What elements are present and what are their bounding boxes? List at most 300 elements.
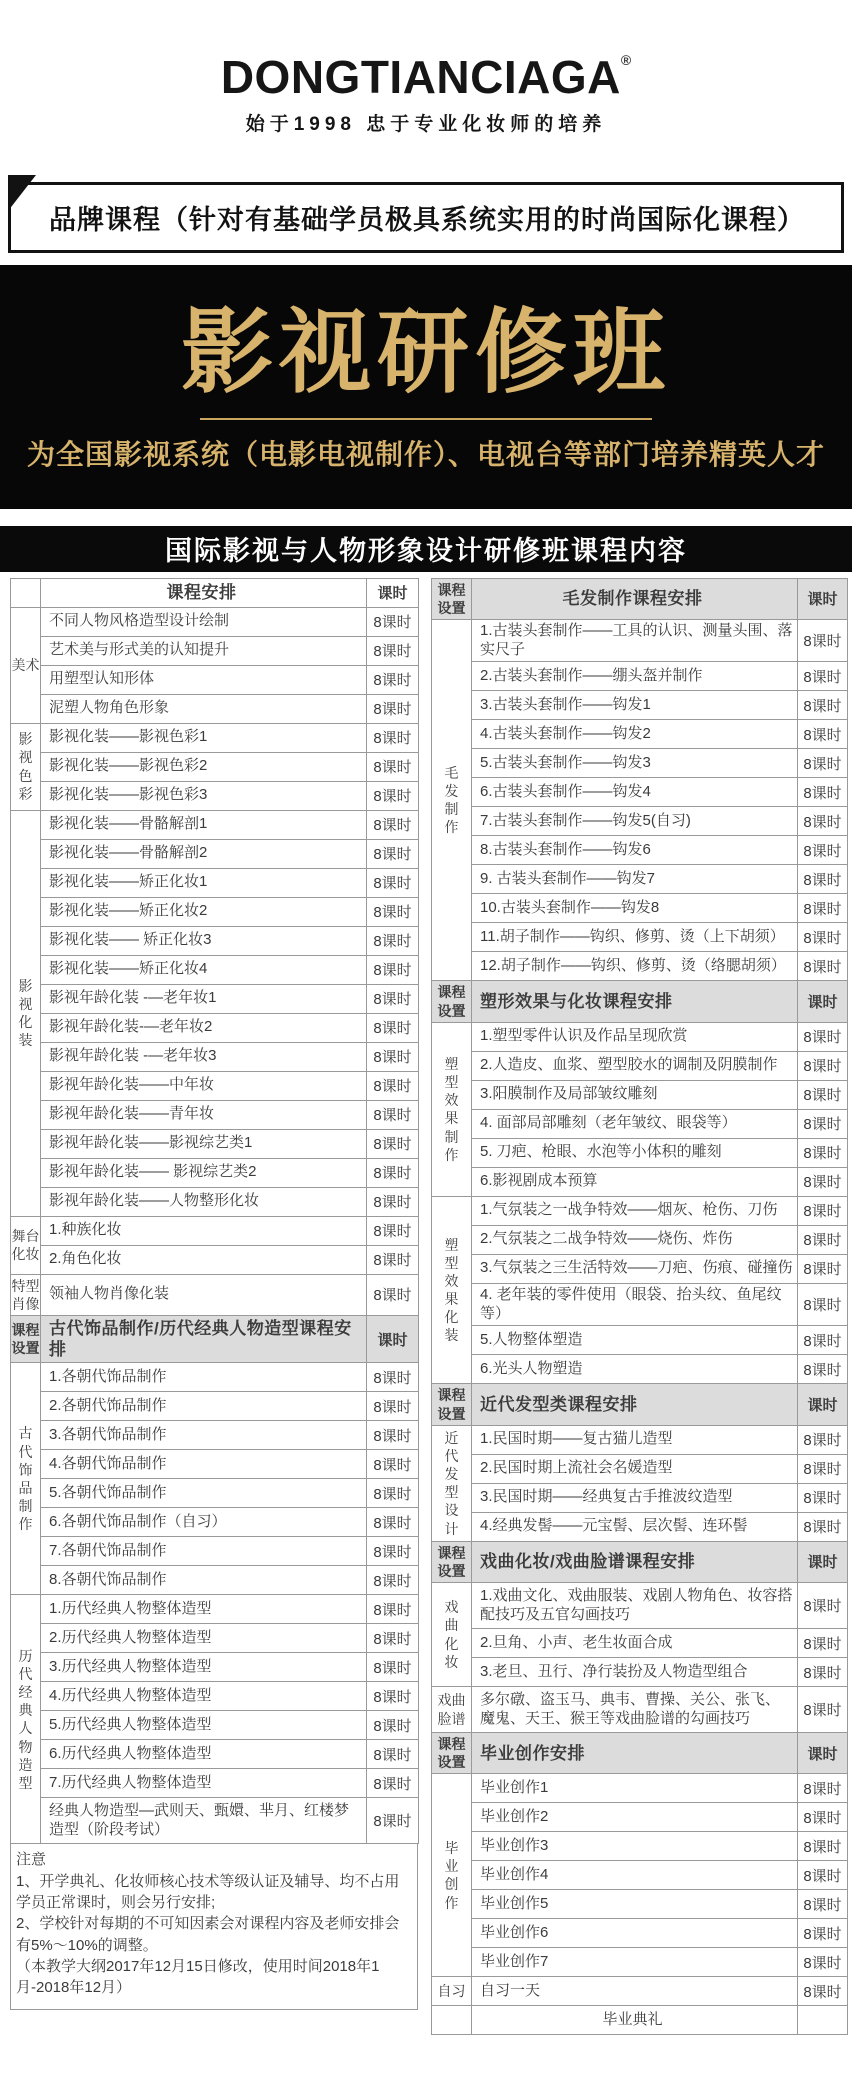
course-cell: 戏曲化妆/戏曲脸谱课程安排 [472, 1541, 798, 1582]
table-row [432, 952, 848, 981]
table-header-row [432, 981, 848, 1022]
note-line-2: 2、学校针对每期的不可知因素会对课程内容及老师安排会有5%～10%的调整。 [16, 1915, 400, 1954]
table-row [11, 1682, 419, 1711]
hours-cell: 8课时 [798, 691, 848, 720]
hours-cell: 8课时 [367, 984, 419, 1013]
category-cell [432, 2006, 472, 2035]
note-line-1: 1、开学典礼、化妆师核心技术等级认证及辅导、均不占用学员正常课时，则会另行安排; [16, 1872, 400, 1912]
category-cell: 毛 发 制 作 [432, 619, 472, 981]
course-cell: 3.气氛装之三生活特效——刀疤、伤痕、碰撞伤 [472, 1254, 798, 1283]
course-cell: 影视年龄化装—— 影视综艺类2 [41, 1158, 367, 1187]
table-row [432, 778, 848, 807]
course-cell: 1.民国时期——复古猫儿造型 [472, 1425, 798, 1454]
course-cell: 用塑型认知形体 [41, 665, 367, 694]
course-cell: 毕业创作安排 [472, 1733, 798, 1774]
course-cell: 2.各朝代饰品制作 [41, 1392, 367, 1421]
course-cell: 2.民国时期上流社会名媛造型 [472, 1454, 798, 1483]
hours-cell: 8课时 [798, 1326, 848, 1355]
table-header-row [432, 1733, 848, 1774]
hours-cell: 8课时 [367, 1274, 419, 1315]
course-cell: 多尔礅、盗玉马、典韦、曹操、关公、张飞、魔鬼、天王、猴王等戏曲脸谱的勾画技巧 [472, 1687, 798, 1733]
category-cell: 舞台 化妆 [11, 1216, 41, 1274]
table-row [11, 1187, 419, 1216]
table-row [11, 1711, 419, 1740]
hours-cell: 8课时 [798, 1138, 848, 1167]
course-cell: 8.古装头套制作——钩发6 [472, 836, 798, 865]
table-row [11, 1595, 419, 1624]
category-cell: 塑 型 效 果 制 作 [432, 1022, 472, 1196]
category-cell: 课程 设置 [432, 1733, 472, 1774]
table-row [11, 1624, 419, 1653]
table-row [11, 752, 419, 781]
hero-title: 影视研修班 [180, 302, 671, 404]
hours-cell: 8课时 [798, 1080, 848, 1109]
table-row [11, 1071, 419, 1100]
table-row [432, 1658, 848, 1687]
hours-cell: 8课时 [367, 1071, 419, 1100]
course-cell: 影视化装——矫正化妆1 [41, 868, 367, 897]
table-row [11, 1216, 419, 1245]
category-cell: 自习 [432, 1977, 472, 2006]
table-row [432, 1583, 848, 1629]
course-cell: 1.历代经典人物整体造型 [41, 1595, 367, 1624]
category-cell: 古 代 饰 品 制 作 [11, 1363, 41, 1595]
course-cell: 5.各朝代饰品制作 [41, 1479, 367, 1508]
course-cell: 4. 面部局部雕刻（老年皱纹、眼袋等） [472, 1109, 798, 1138]
hours-cell: 8课时 [367, 1769, 419, 1798]
hours-cell: 8课时 [367, 955, 419, 984]
course-tables [0, 572, 852, 2036]
hours-cell: 课时 [367, 578, 419, 607]
table-row [432, 1948, 848, 1977]
table-row [432, 1919, 848, 1948]
table-row [432, 1629, 848, 1658]
course-cell: 4.各朝代饰品制作 [41, 1450, 367, 1479]
hours-cell: 8课时 [367, 1798, 419, 1844]
course-cell: 影视年龄化装——人物整形化妆 [41, 1187, 367, 1216]
table-row [11, 1158, 419, 1187]
table-row [11, 984, 419, 1013]
hours-cell: 8课时 [798, 1861, 848, 1890]
course-cell: 毕业创作6 [472, 1919, 798, 1948]
course-cell: 3.民国时期——经典复古手推波纹造型 [472, 1483, 798, 1512]
table-row [11, 897, 419, 926]
course-cell: 影视化装——矫正化妆2 [41, 897, 367, 926]
table-row [432, 691, 848, 720]
table-row [11, 1363, 419, 1392]
table-row [11, 1245, 419, 1274]
course-cell: 自习一天 [472, 1977, 798, 2006]
course-cell: 毕业创作2 [472, 1803, 798, 1832]
table-row [11, 1013, 419, 1042]
category-cell: 影 视 化 装 [11, 810, 41, 1216]
table-row [432, 923, 848, 952]
table-row [11, 723, 419, 752]
hours-cell: 8课时 [798, 1890, 848, 1919]
hours-cell: 8课时 [367, 1566, 419, 1595]
hours-cell: 8课时 [798, 720, 848, 749]
hours-cell: 8课时 [367, 665, 419, 694]
hours-cell: 8课时 [798, 749, 848, 778]
table-header-row [432, 578, 848, 619]
hours-cell: 8课时 [367, 868, 419, 897]
hours-cell: 8课时 [798, 1948, 848, 1977]
hours-cell: 8课时 [798, 1512, 848, 1541]
hours-cell: 8课时 [798, 1425, 848, 1454]
course-cell: 影视年龄化装——中年妆 [41, 1071, 367, 1100]
course-cell: 2.旦角、小声、老生妆面合成 [472, 1629, 798, 1658]
hours-cell: 8课时 [367, 1158, 419, 1187]
hours-cell: 8课时 [367, 694, 419, 723]
course-cell: 10.古装头套制作——钩发8 [472, 894, 798, 923]
category-cell: 课程 设置 [432, 981, 472, 1022]
course-cell: 7.历代经典人物整体造型 [41, 1769, 367, 1798]
hours-cell: 课时 [798, 1733, 848, 1774]
table-row [11, 1274, 419, 1315]
table-row [11, 1100, 419, 1129]
category-cell: 戏曲 脸谱 [432, 1687, 472, 1733]
hours-cell: 8课时 [367, 1653, 419, 1682]
table-row [432, 2006, 848, 2035]
table-row [11, 926, 419, 955]
category-cell: 特型 肖像 [11, 1274, 41, 1315]
hours-cell: 8课时 [798, 1355, 848, 1384]
table-row [11, 1769, 419, 1798]
registered-mark: ® [620, 52, 632, 68]
hours-cell: 8课时 [798, 1483, 848, 1512]
course-cell: 5.人物整体塑造 [472, 1326, 798, 1355]
course-cell: 4. 老年装的零件使用（眼袋、抬头纹、鱼尾纹等） [472, 1283, 798, 1326]
corner-triangle-decoration [8, 175, 36, 211]
category-cell: 课程 设置 [432, 578, 472, 619]
table-row [432, 749, 848, 778]
hours-cell: 8课时 [367, 723, 419, 752]
hours-cell: 8课时 [798, 865, 848, 894]
bottom-whitespace [0, 2035, 852, 2093]
hours-cell: 8课时 [367, 1624, 419, 1653]
course-cell: 毕业创作5 [472, 1890, 798, 1919]
hours-cell: 8课时 [367, 1013, 419, 1042]
hours-cell: 8课时 [367, 1363, 419, 1392]
course-cell: 2.历代经典人物整体造型 [41, 1624, 367, 1653]
table-row [432, 1283, 848, 1326]
table-row [432, 619, 848, 662]
table-row [11, 839, 419, 868]
right-course-table [431, 578, 848, 2036]
table-row [432, 1977, 848, 2006]
category-cell: 塑 型 效 果 化 装 [432, 1196, 472, 1384]
course-cell: 泥塑人物角色形象 [41, 694, 367, 723]
table-row [432, 1355, 848, 1384]
table-header-row [11, 1315, 419, 1363]
hours-cell [798, 2006, 848, 2035]
course-cell: 影视化装——影视色彩2 [41, 752, 367, 781]
hours-cell: 8课时 [798, 1051, 848, 1080]
hours-cell: 课时 [798, 981, 848, 1022]
hours-cell: 8课时 [367, 607, 419, 636]
category-cell: 毕 业 创 作 [432, 1774, 472, 1977]
hours-cell: 8课时 [367, 1421, 419, 1450]
hours-cell: 8课时 [367, 810, 419, 839]
course-cell: 影视年龄化装——影视综艺类1 [41, 1129, 367, 1158]
category-cell: 戏 曲 化 妆 [432, 1583, 472, 1687]
course-cell: 艺术美与形式美的认知提升 [41, 636, 367, 665]
hours-cell: 8课时 [798, 1196, 848, 1225]
hours-cell: 8课时 [798, 894, 848, 923]
hours-cell: 8课时 [367, 1711, 419, 1740]
course-cell: 1.种族化妆 [41, 1216, 367, 1245]
table-row [432, 1803, 848, 1832]
hours-cell: 8课时 [798, 1583, 848, 1629]
course-cell: 5.古装头套制作——钩发3 [472, 749, 798, 778]
course-cell: 不同人物风格造型设计绘制 [41, 607, 367, 636]
hero-divider [200, 418, 652, 420]
category-cell [11, 578, 41, 607]
table-row [11, 1798, 419, 1844]
course-cell: 1.戏曲文化、戏曲服装、戏剧人物角色、妆容搭配技巧及五官勾画技巧 [472, 1583, 798, 1629]
table-row [432, 1687, 848, 1733]
notes-box [10, 1844, 418, 2009]
hours-cell: 8课时 [798, 1454, 848, 1483]
course-cell: 3.老旦、丑行、净行装扮及人物造型组合 [472, 1658, 798, 1687]
course-cell: 1.气氛装之一战争特效——烟灰、枪伤、刀伤 [472, 1196, 798, 1225]
table-header-row [432, 1541, 848, 1582]
category-cell: 近 代 发 型 设 计 [432, 1425, 472, 1541]
course-cell: 12.胡子制作——钩织、修剪、烫（络腮胡须） [472, 952, 798, 981]
course-cell: 8.各朝代饰品制作 [41, 1566, 367, 1595]
hours-cell: 8课时 [798, 1687, 848, 1733]
hours-cell: 8课时 [798, 1832, 848, 1861]
hours-cell: 8课时 [798, 923, 848, 952]
hours-cell: 课时 [798, 1384, 848, 1425]
table-row [11, 1508, 419, 1537]
course-cell: 6.各朝代饰品制作（自习） [41, 1508, 367, 1537]
hours-cell: 8课时 [367, 752, 419, 781]
table-header-row [432, 1384, 848, 1425]
table-row [11, 1740, 419, 1769]
hours-cell: 8课时 [367, 1508, 419, 1537]
table-row [432, 1225, 848, 1254]
hours-cell: 8课时 [367, 1187, 419, 1216]
hours-cell: 8课时 [367, 1682, 419, 1711]
hero-banner [0, 265, 852, 509]
hours-cell: 8课时 [798, 1022, 848, 1051]
logo-block [0, 0, 852, 136]
course-cell: 影视化装——影视色彩3 [41, 781, 367, 810]
course-cell: 塑形效果与化妆课程安排 [472, 981, 798, 1022]
course-cell: 7.古装头套制作——钩发5(自习) [472, 807, 798, 836]
course-cell: 1.各朝代饰品制作 [41, 1363, 367, 1392]
course-cell: 影视化装——矫正化妆4 [41, 955, 367, 984]
table-row [432, 1167, 848, 1196]
section-title-bar [0, 526, 852, 572]
notes-title: 注意 [16, 1851, 47, 1869]
hours-cell: 8课时 [798, 807, 848, 836]
course-cell: 古代饰品制作/历代经典人物造型课程安排 [41, 1315, 367, 1363]
course-cell: 3.阳膜制作及局部皱纹雕刻 [472, 1080, 798, 1109]
table-row [432, 1196, 848, 1225]
table-row [432, 865, 848, 894]
hours-cell: 8课时 [367, 1740, 419, 1769]
course-cell: 影视年龄化装——青年妆 [41, 1100, 367, 1129]
hours-cell: 8课时 [367, 1595, 419, 1624]
hours-cell: 8课时 [367, 1129, 419, 1158]
table-row [432, 1890, 848, 1919]
table-row [432, 1080, 848, 1109]
course-cell: 11.胡子制作——钩织、修剪、烫（上下胡须） [472, 923, 798, 952]
table-row [11, 781, 419, 810]
course-cell: 毕业创作7 [472, 1948, 798, 1977]
category-cell: 课程 设置 [432, 1541, 472, 1582]
right-column [431, 578, 847, 2036]
table-row [432, 1109, 848, 1138]
table-row [11, 607, 419, 636]
course-cell: 经典人物造型—武则天、甄嬛、芈月、红楼梦造型（阶段考试） [41, 1798, 367, 1844]
course-cell: 影视年龄化装 -—老年妆3 [41, 1042, 367, 1071]
table-row [432, 1774, 848, 1803]
table-row [11, 1653, 419, 1682]
hours-cell: 8课时 [367, 1245, 419, 1274]
hours-cell: 课时 [367, 1315, 419, 1363]
course-cell: 领袖人物肖像化装 [41, 1274, 367, 1315]
brand-tagline: 始于1998 忠于专业化妆师的培养 [245, 114, 607, 135]
hours-cell: 8课时 [798, 1658, 848, 1687]
table-row [432, 807, 848, 836]
table-row [432, 1483, 848, 1512]
table-row [11, 1421, 419, 1450]
category-cell: 课程 设置 [432, 1384, 472, 1425]
hours-cell: 8课时 [367, 926, 419, 955]
hours-cell: 8课时 [367, 1042, 419, 1071]
course-cell: 1.塑型零件认识及作品呈现欣赏 [472, 1022, 798, 1051]
hours-cell: 8课时 [367, 781, 419, 810]
table-row [432, 1051, 848, 1080]
hours-cell: 8课时 [367, 1450, 419, 1479]
category-cell: 影 视 色 彩 [11, 723, 41, 810]
hours-cell: 8课时 [367, 839, 419, 868]
hours-cell: 8课时 [798, 1977, 848, 2006]
table-row [432, 1425, 848, 1454]
hours-cell: 8课时 [367, 636, 419, 665]
course-cell: 近代发型类课程安排 [472, 1384, 798, 1425]
course-cell: 6.光头人物塑造 [472, 1355, 798, 1384]
table-header-row [11, 578, 419, 607]
table-row [11, 1042, 419, 1071]
section-title: 国际影视与人物形象设计研修班课程内容 [165, 536, 687, 567]
table-row [432, 894, 848, 923]
course-cell: 影视年龄化装 -—老年妆1 [41, 984, 367, 1013]
hours-cell: 8课时 [798, 1283, 848, 1326]
course-cell: 4.经典发髻——元宝髻、层次髻、连环髻 [472, 1512, 798, 1541]
brand-course-title: 品牌课程（针对有基础学员极具系统实用的时尚国际化课程） [49, 205, 805, 235]
hours-cell: 8课时 [798, 1167, 848, 1196]
course-cell: 6.历代经典人物整体造型 [41, 1740, 367, 1769]
table-row [11, 1479, 419, 1508]
course-cell: 课程安排 [41, 578, 367, 607]
course-cell: 1.古装头套制作——工具的认识、测量头围、落实尺子 [472, 619, 798, 662]
course-cell: 3.各朝代饰品制作 [41, 1421, 367, 1450]
course-cell: 3.古装头套制作——钩发1 [472, 691, 798, 720]
left-column [10, 578, 418, 2010]
left-course-table [10, 578, 419, 1845]
hours-cell: 8课时 [798, 1919, 848, 1948]
course-cell: 4.古装头套制作——钩发2 [472, 720, 798, 749]
table-row [432, 836, 848, 865]
left-table-mount [10, 578, 418, 1845]
table-row [11, 636, 419, 665]
course-cell: 2.古装头套制作——绷头盔并制作 [472, 662, 798, 691]
table-row [432, 1022, 848, 1051]
hero-subtitle: 为全国影视系统（电影电视制作）、电视台等部门培养精英人才 [26, 438, 825, 470]
hours-cell: 8课时 [798, 952, 848, 981]
course-cell: 2.人造皮、血浆、塑型胶水的调制及阴膜制作 [472, 1051, 798, 1080]
table-row [432, 1861, 848, 1890]
course-cell: 5.历代经典人物整体造型 [41, 1711, 367, 1740]
course-cell: 影视年龄化装-—老年妆2 [41, 1013, 367, 1042]
table-row [432, 1512, 848, 1541]
table-row [11, 955, 419, 984]
hours-cell: 课时 [798, 578, 848, 619]
hours-cell: 8课时 [798, 1254, 848, 1283]
hours-cell: 8课时 [367, 1100, 419, 1129]
table-row [11, 694, 419, 723]
brand-logo-text: DONGTIANCIAGA [220, 51, 621, 103]
table-row [11, 868, 419, 897]
course-cell: 3.历代经典人物整体造型 [41, 1653, 367, 1682]
table-row [432, 1138, 848, 1167]
table-row [432, 662, 848, 691]
course-cell: 毕业创作1 [472, 1774, 798, 1803]
table-row [11, 1129, 419, 1158]
course-cell: 毕业创作4 [472, 1861, 798, 1890]
course-cell: 毕业典礼 [472, 2006, 798, 2035]
note-line-3: （本教学大纲2017年12月15日修改，使用时间2018年1月-2018年12月） [16, 1957, 380, 1997]
hours-cell: 8课时 [798, 1803, 848, 1832]
table-row [11, 665, 419, 694]
hours-cell: 8课时 [798, 836, 848, 865]
category-cell: 课程 设置 [11, 1315, 41, 1363]
course-cell: 6.古装头套制作——钩发4 [472, 778, 798, 807]
hours-cell: 8课时 [798, 1774, 848, 1803]
table-row [432, 1832, 848, 1861]
brand-course-banner [8, 182, 844, 253]
course-cell: 5. 刀疤、枪眼、水泡等小体积的雕刻 [472, 1138, 798, 1167]
course-cell: 影视化装——骨骼解剖2 [41, 839, 367, 868]
right-table-mount [431, 578, 847, 2036]
brand-logo [0, 51, 852, 103]
course-cell: 影视化装——影视色彩1 [41, 723, 367, 752]
table-row [432, 1254, 848, 1283]
table-row [11, 1392, 419, 1421]
hours-cell: 8课时 [367, 897, 419, 926]
table-row [432, 1326, 848, 1355]
course-cell: 影视化装—— 矫正化妆3 [41, 926, 367, 955]
course-cell: 毛发制作课程安排 [472, 578, 798, 619]
course-cell: 9. 古装头套制作——钩发7 [472, 865, 798, 894]
course-cell: 影视化装——骨骼解剖1 [41, 810, 367, 839]
hours-cell: 8课时 [798, 778, 848, 807]
table-row [432, 720, 848, 749]
hours-cell: 8课时 [798, 619, 848, 662]
table-row [11, 1566, 419, 1595]
course-cell: 6.影视剧成本预算 [472, 1167, 798, 1196]
hours-cell: 8课时 [367, 1216, 419, 1245]
hours-cell: 8课时 [367, 1537, 419, 1566]
table-row [11, 1450, 419, 1479]
hours-cell: 课时 [798, 1541, 848, 1582]
course-cell: 2.气氛装之二战争特效——烧伤、炸伤 [472, 1225, 798, 1254]
table-row [11, 810, 419, 839]
